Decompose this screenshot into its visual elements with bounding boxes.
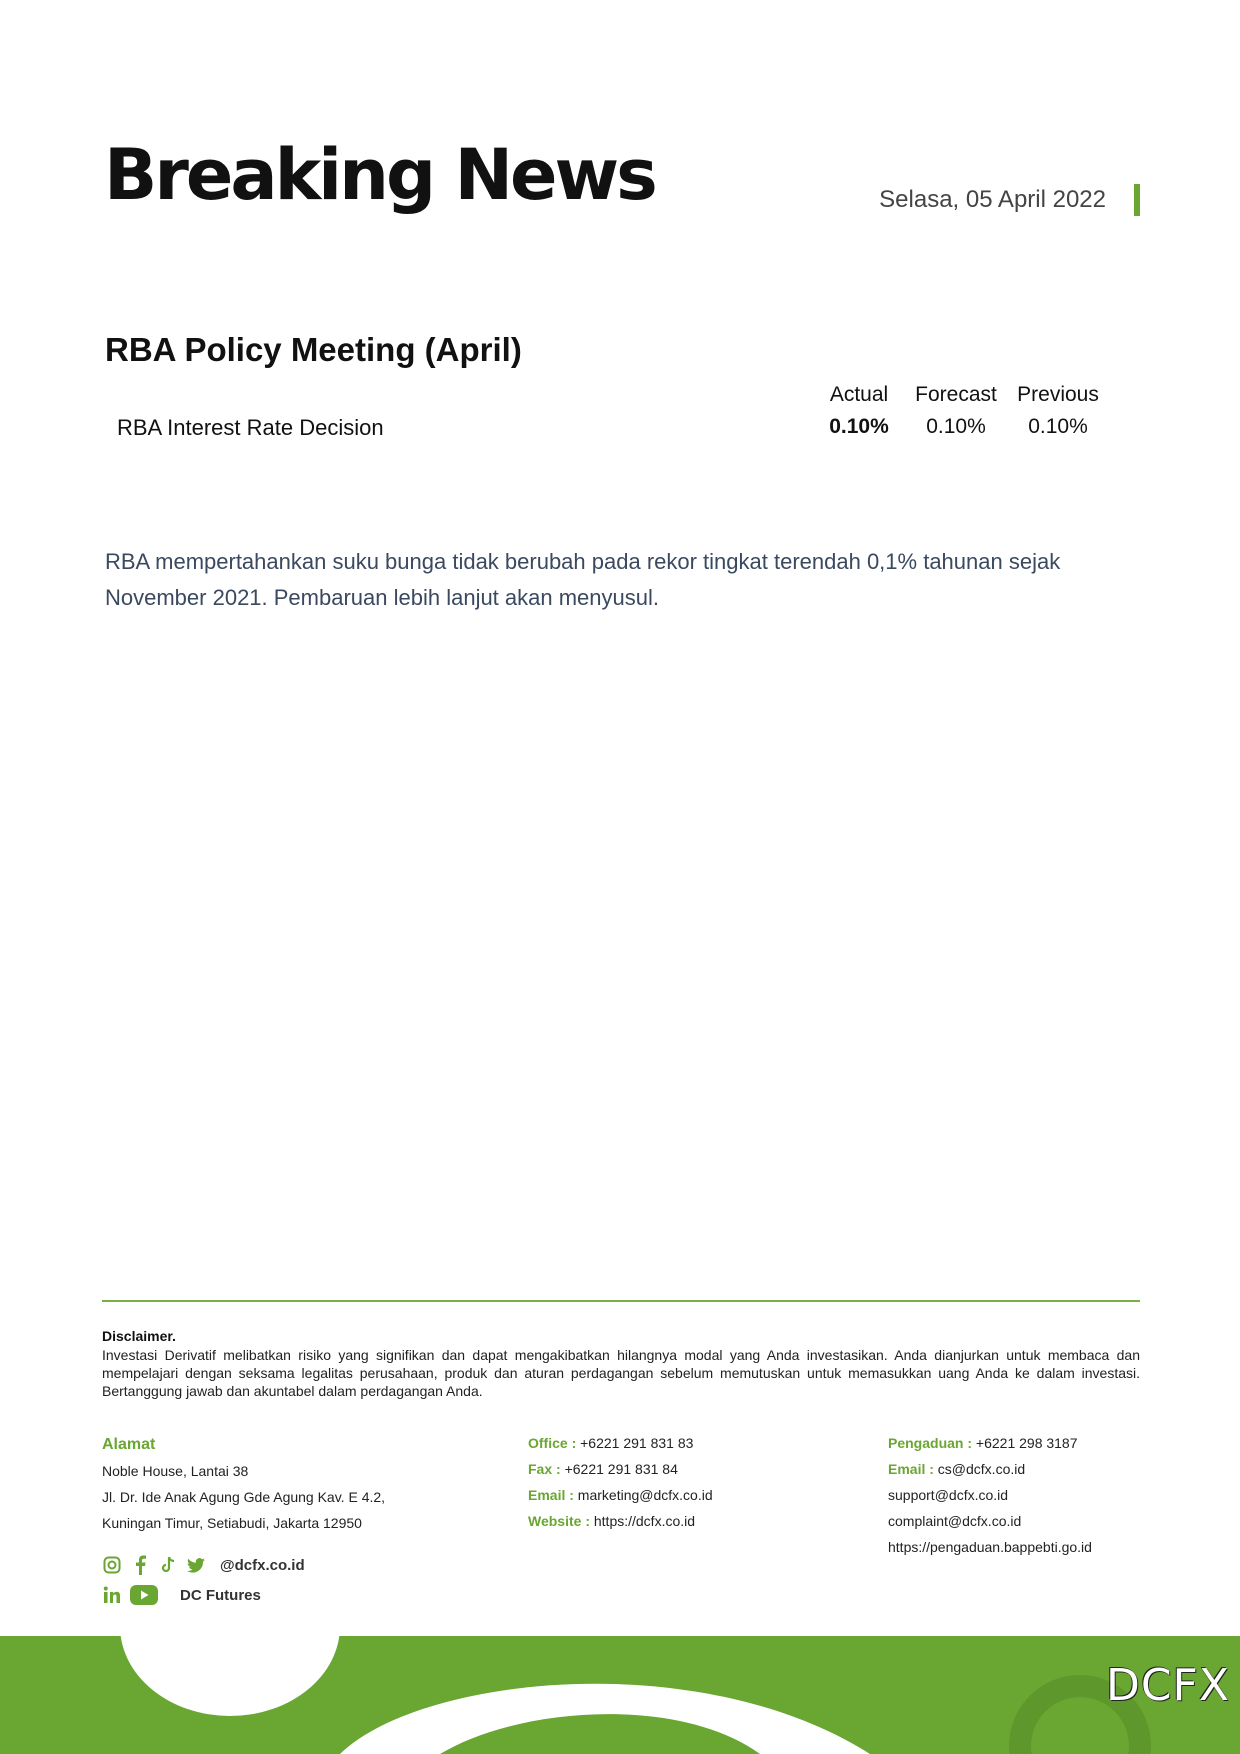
- address-line: Noble House, Lantai 38: [102, 1463, 249, 1479]
- address-line: Kuningan Timur, Setiabudi, Jakarta 12950: [102, 1515, 362, 1531]
- bappebti-link[interactable]: https://pengaduan.bappebti.go.id: [888, 1539, 1092, 1555]
- office-label: Office :: [528, 1435, 577, 1451]
- date-accent-bar: [1134, 184, 1140, 216]
- event-title: RBA Policy Meeting (April): [105, 331, 522, 368]
- pengaduan-label: Pengaduan :: [888, 1435, 973, 1451]
- dcfx-logo: DCFX: [1105, 1660, 1230, 1711]
- column-header-actual: Actual: [829, 383, 889, 406]
- disclaimer-title: Disclaimer.: [102, 1328, 176, 1344]
- complaint-email[interactable]: complaint@dcfx.co.id: [888, 1513, 1022, 1529]
- footer-decoration: [0, 1636, 1240, 1754]
- cs-email[interactable]: cs@dcfx.co.id: [937, 1461, 1026, 1477]
- column-header-forecast: Forecast: [915, 383, 997, 406]
- complaint-block: [888, 1430, 1092, 1560]
- address-line: Jl. Dr. Ide Anak Agung Gde Agung Kav. E 4.2,: [102, 1489, 386, 1505]
- email-label: Email :: [528, 1487, 574, 1503]
- news-body: RBA mempertahankan suku bunga tidak berubah pada rekor tingkat terendah 0,1% tahunan sejak November 2021. Pembaruan lebih lanjut akan menyusul.: [105, 549, 1061, 610]
- social-handle[interactable]: @dcfx.co.id: [220, 1556, 305, 1574]
- contact-block: [528, 1430, 713, 1534]
- address-block: [102, 1432, 385, 1536]
- page-title: Breaking News: [104, 134, 655, 216]
- linkedin-icon[interactable]: [102, 1585, 122, 1605]
- marketing-email[interactable]: marketing@dcfx.co.id: [577, 1487, 713, 1503]
- tiktok-icon[interactable]: [158, 1555, 178, 1575]
- website-link[interactable]: https://dcfx.co.id: [593, 1513, 696, 1529]
- pengaduan-phone[interactable]: +6221 298 3187: [975, 1435, 1078, 1451]
- fax-number: +6221 291 831 84: [564, 1461, 678, 1477]
- fax-label: Fax :: [528, 1461, 561, 1477]
- complaint-email-label: Email :: [888, 1461, 934, 1477]
- youtube-channel[interactable]: DC Futures: [180, 1586, 261, 1604]
- disclaimer-text: Investasi Derivatif melibatkan risiko yang signifikan dan dapat mengakibatkan hilangnya modal yang Anda investasikan. Anda dianjurkan untuk membaca dan mempelajari dengan seksama legalitas perusahaan, produk dan aturan perdagangan sebelum memutuskan untuk memasukkan uang Anda ke dalam investasi. Bertanggung jawab dan akuntabel dalam perdagangan Anda.: [102, 1347, 1140, 1399]
- support-email[interactable]: support@dcfx.co.id: [888, 1487, 1009, 1503]
- column-header-previous: Previous: [1017, 383, 1099, 406]
- actual-value: 0.10%: [829, 415, 889, 438]
- office-phone[interactable]: +6221 291 831 83: [580, 1435, 694, 1451]
- social-block: [102, 1550, 305, 1610]
- address-label: Alamat: [102, 1436, 156, 1453]
- indicator-name: RBA Interest Rate Decision: [117, 415, 384, 440]
- publish-date: Selasa, 05 April 2022: [879, 186, 1106, 213]
- instagram-icon[interactable]: [102, 1555, 122, 1575]
- website-label: Website :: [528, 1513, 590, 1529]
- youtube-icon[interactable]: [130, 1585, 158, 1605]
- footer-divider: [102, 1300, 1140, 1302]
- forecast-value: 0.10%: [926, 415, 986, 438]
- facebook-icon[interactable]: [130, 1555, 150, 1575]
- twitter-icon[interactable]: [186, 1555, 206, 1575]
- previous-value: 0.10%: [1028, 415, 1088, 438]
